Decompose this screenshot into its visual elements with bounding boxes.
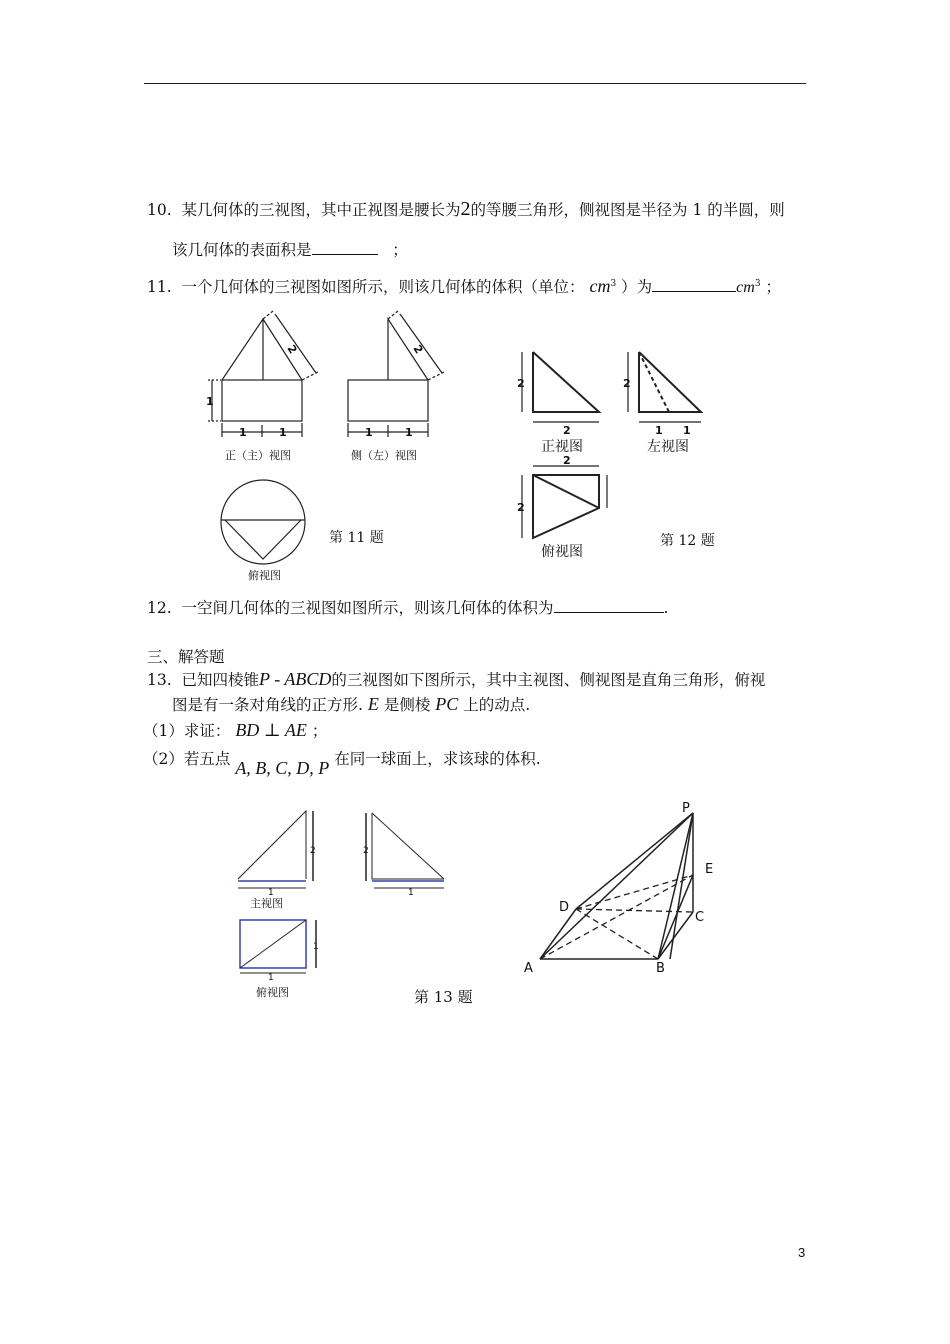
svg-text:第 12 题: 第 12 题 [660,533,715,549]
section-heading: 三、解答题 [147,648,225,666]
svg-text:C: C [695,910,705,925]
svg-text:正视图: 正视图 [541,439,583,455]
svg-text:2: 2 [563,424,571,437]
svg-text:1: 1 [239,426,247,439]
svg-text:主视图: 主视图 [250,897,283,910]
q12-line: 12. 一空间几何体的三视图如图所示，则该几何体的体积为 . [147,599,669,617]
q11-answer-blank[interactable] [652,276,736,292]
q13-line2: 图是有一条对角线的正方形. E 是侧棱 PC 上的动点. [172,694,531,714]
front-view-rect [222,380,302,421]
header-rule [144,83,806,84]
svg-text:1: 1 [405,426,413,439]
svg-text:1: 1 [206,395,214,408]
q12-answer-blank[interactable] [554,597,664,613]
front-view-triangle [533,352,599,412]
svg-text:B: B [656,961,665,976]
q13-part2: （2）若五点 A, B, C, D, P 在同一球面上，求该球的体积. [143,750,541,778]
page-number: 3 [798,1245,806,1260]
main-view-triangle [238,811,306,879]
svg-text:2: 2 [563,454,571,467]
fig13-caption: 第 13 题 [414,988,473,1006]
figure-12 [505,340,735,575]
svg-text:俯视图: 俯视图 [248,569,281,582]
svg-text:1: 1 [408,888,414,898]
svg-text:1: 1 [365,426,373,439]
svg-text:A: A [524,961,533,976]
svg-text:2: 2 [623,377,631,390]
svg-text:2: 2 [310,846,316,856]
svg-text:2: 2 [363,846,369,856]
figure-13-views [228,803,453,1003]
q10-line1: 10. 某几何体的三视图，其中正视图是腰长为2的等腰三角形，侧视图是半径为 1 的半圆，则 [147,198,785,220]
top-view-shape [533,475,599,538]
svg-text:P: P [682,801,690,816]
q13-line1: 13. 已知四棱锥P - ABCD的三视图如下图所示，其中主视图、侧视图是直角三角形，俯视 [147,669,766,689]
q10-line2: 该几何体的表面积是 ； [172,241,408,259]
svg-text:1: 1 [268,973,274,983]
svg-text:1: 1 [313,942,319,952]
left-view-triangle [639,352,701,412]
svg-text:2: 2 [410,342,426,357]
side-view-rect [348,380,428,421]
svg-text:2: 2 [517,501,525,514]
svg-text:1: 1 [655,424,663,437]
svg-text:正（主）视图: 正（主）视图 [225,449,291,462]
svg-text:俯视图: 俯视图 [256,986,289,999]
svg-text:俯视图: 俯视图 [541,544,583,560]
q10-answer-blank[interactable] [312,239,378,255]
svg-text:1: 1 [279,426,287,439]
q11-line: 11. 一个几何体的三视图如图所示，则该几何体的体积（单位： $cm^3$ ）为 $cm^3$ ； [147,276,781,297]
svg-text:1: 1 [268,888,274,898]
svg-text:1: 1 [683,424,691,437]
top-view-circle [221,480,305,564]
svg-text:2: 2 [284,342,300,357]
svg-text:左视图: 左视图 [647,439,689,455]
svg-text:E: E [705,862,714,877]
figure-13-pyramid [518,800,728,980]
svg-text:侧（左）视图: 侧（左）视图 [351,449,417,462]
svg-text:D: D [559,900,570,915]
svg-text:2: 2 [517,377,525,390]
figure-11 [195,305,480,590]
q13-part1: （1）求证： BD ⊥ AE ； [143,720,328,740]
svg-text:第 11 题: 第 11 题 [329,530,384,546]
